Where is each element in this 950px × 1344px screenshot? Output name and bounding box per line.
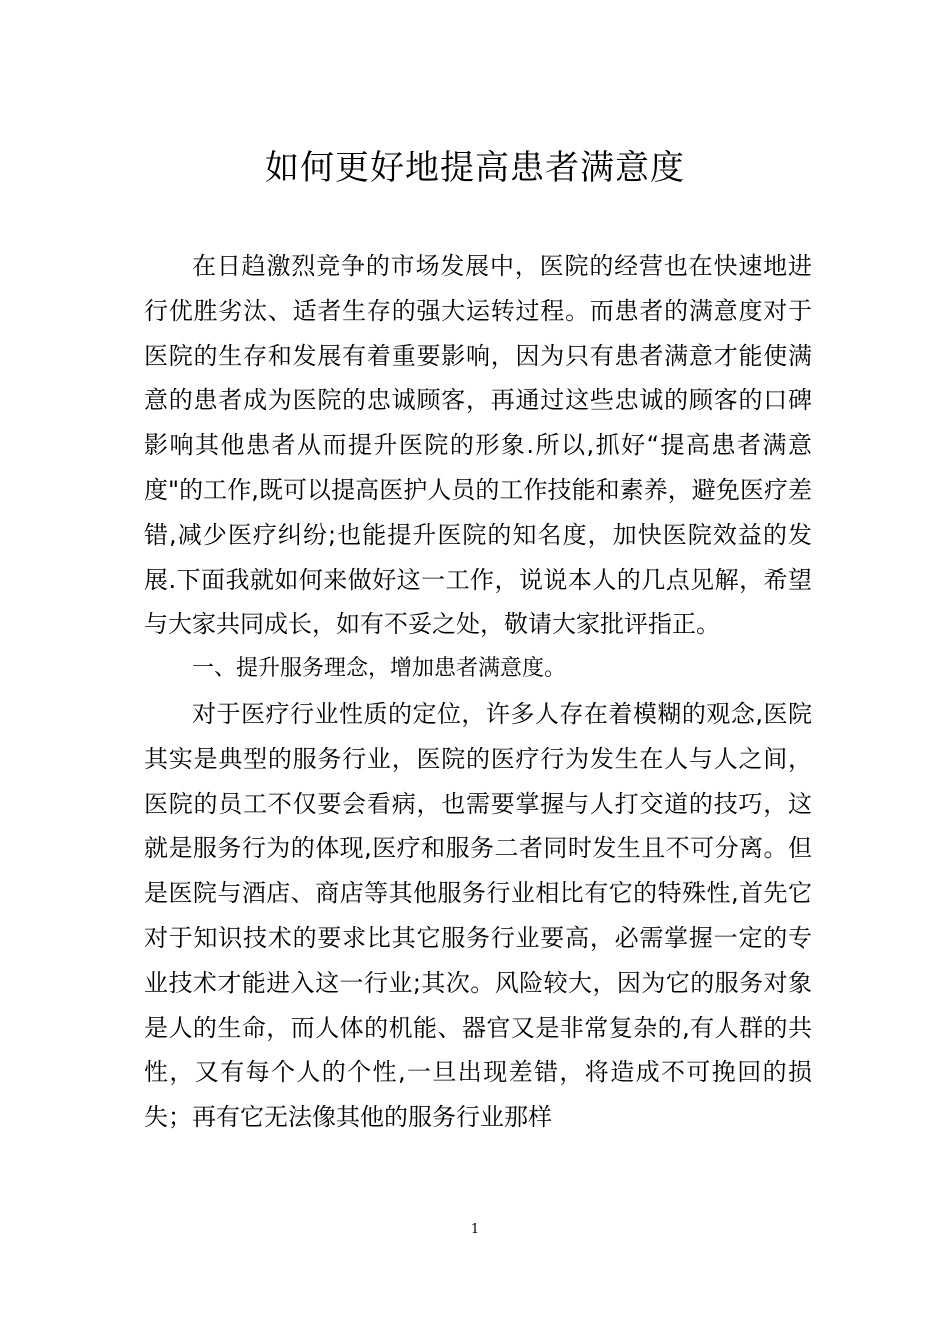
page-number: 1 [470, 1222, 480, 1237]
document-body [144, 244, 812, 1140]
paragraph-intro: 在日趋激烈竞争的市场发展中，医院的经营也在快速地进行优胜劣汰、适者生存的强大运转过程。而患者的满意度对于医院的生存和发展有着重要影响，因为只有患者满意才能使满意的患者成为医院的忠诚顾客，再通过这些忠诚的顾客的口碑影响其他患者从而提升医院的形象.所以,抓好“提高患者满意度"的工作,既可以提高医护人员的工作技能和素养，避免医疗差错,减少医疗纠纷;也能提升医院的知名度，加快医院效益的发展.下面我就如何来做好这一工作，说说本人的几点见解，希望与大家共同成长，如有不妥之处，敬请大家批评指正。 [144, 252, 812, 639]
page-title: 如何更好地提高患者满意度 [265, 148, 685, 188]
section-heading: 一、提升服务理念，增加患者满意度。 [192, 656, 567, 682]
paragraph-section-one: 对于医疗行业性质的定位，许多人存在着模糊的观念,医院其实是典型的服务行业，医院的医疗行为发生在人与人之间，医院的员工不仅要会看病，也需要掌握与人打交道的技巧，这就是服务行为的体现,医疗和服务二者同时发生且不可分离。但是医院与酒店、商店等其他服务行业相比有它的特殊性,首先它对于知识技术的要求比其它服务行业要高，必需掌握一定的专业技术才能进入这一行业;其次。风险较大，因为它的服务对象是人的生命，而人体的机能、器官又是非常复杂的,有人群的共性，又有每个人的个性,一旦出现差错，将造成不可挽回的损失；再有它无法像其他的服务行业那样 [144, 699, 812, 1132]
